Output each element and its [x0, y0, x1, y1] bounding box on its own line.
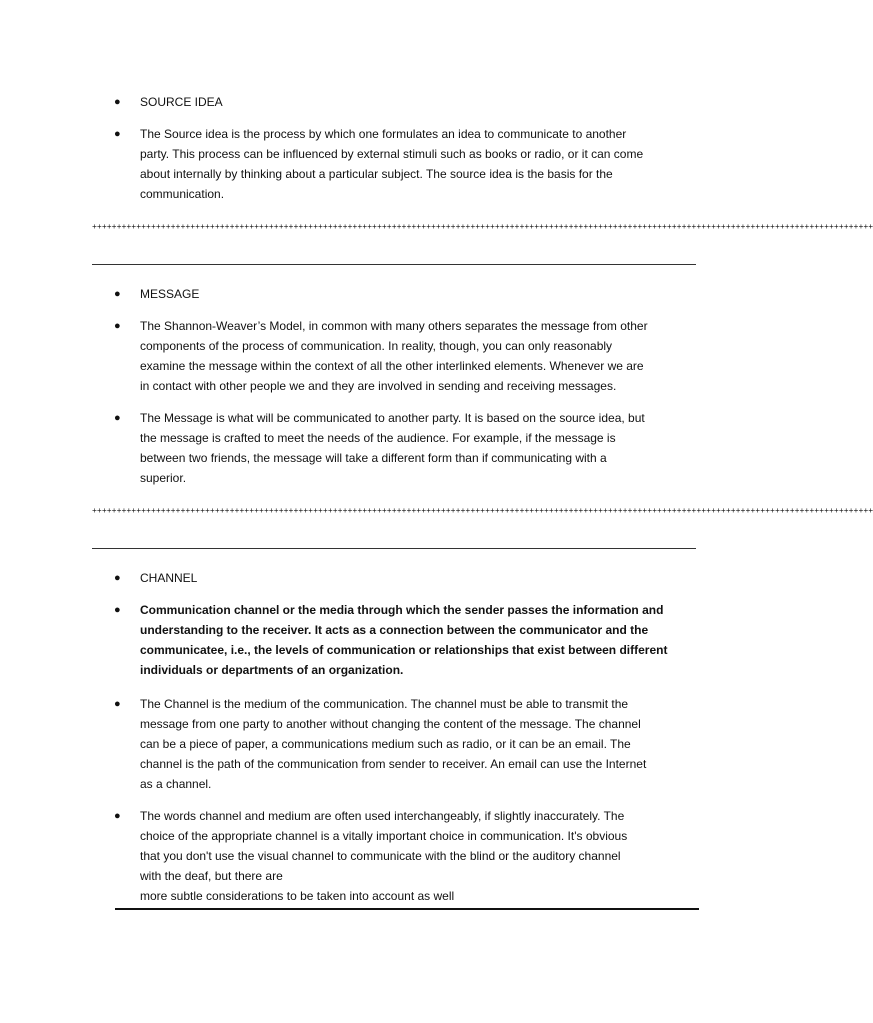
bullet-icon: ●: [114, 96, 121, 108]
text-line: channel is the path of the communication from sender to receiver. An email can use the Internet: [140, 757, 647, 771]
message-heading-item: [114, 284, 704, 304]
bottom-rule: [115, 908, 699, 910]
underscore-separator: [92, 548, 696, 549]
text-line: communicatee, i.e., the levels of communication or relationships that exist between different: [140, 643, 668, 657]
bullet-icon: ●: [114, 128, 121, 140]
text-line: The Shannon-Weaver’s Model, in common with many others separates the message from other: [140, 319, 648, 333]
text-line: components of the process of communication. In reality, though, you can only reasonably: [140, 339, 613, 353]
text-line: The words channel and medium are often used interchangeably, if slightly inaccurately. The: [140, 809, 625, 823]
text-line: that you don't use the visual channel to communicate with the blind or the auditory channel: [140, 849, 621, 863]
message-paragraph-2: [114, 408, 704, 488]
text-line: as a channel.: [140, 777, 212, 791]
plus-separator: +++++++++++++++++++++++++++++++++++++++++++++++++++++++++++++++++++++++++++++++++++++++++++++++++++++++++++++++++++++++++++++++++++++++++++++++++++++++++++++++: [92, 507, 873, 516]
text-line: about internally by thinking about a particular subject. The source idea is the basis for the: [140, 167, 613, 181]
text-line: understanding to the receiver. It acts as a connection between the communicator and the: [140, 623, 649, 637]
channel-heading: CHANNEL: [140, 571, 198, 585]
message-heading: MESSAGE: [140, 287, 200, 301]
text-line: individuals or departments of an organization.: [140, 663, 404, 677]
text-line: between two friends, the message will take a different form than if communicating with a: [140, 451, 607, 465]
text-line: The Channel is the medium of the communication. The channel must be able to transmit the: [140, 697, 629, 711]
text-line: party. This process can be influenced by external stimuli such as books or radio, or it can come: [140, 147, 644, 161]
text-line: with the deaf, but there are: [140, 869, 283, 883]
source-heading-item: [114, 92, 704, 112]
message-paragraph-1: [114, 316, 704, 396]
text-line: communication.: [140, 187, 225, 201]
bullet-icon: ●: [114, 698, 121, 710]
text-line: The Source idea is the process by which one formulates an idea to communicate to another: [140, 127, 627, 141]
source-paragraph-1: [114, 124, 704, 204]
bullet-icon: ●: [114, 572, 121, 584]
bullet-icon: ●: [114, 412, 121, 424]
channel-paragraph-2: [114, 694, 704, 794]
text-line: superior.: [140, 471, 187, 485]
channel-paragraph-3: [114, 806, 704, 906]
text-line: examine the message within the context of all the other interlinked elements. Whenever we are: [140, 359, 644, 373]
text-line: in contact with other people we and they are involved in sending and receiving messages.: [140, 379, 617, 393]
text-line: the message is crafted to meet the needs of the audience. For example, if the message is: [140, 431, 616, 445]
bullet-icon: ●: [114, 810, 121, 822]
channel-paragraph-1: [114, 600, 704, 680]
plus-separator: +++++++++++++++++++++++++++++++++++++++++++++++++++++++++++++++++++++++++++++++++++++++++++++++++++++++++++++++++++++++++++++++++++++++++++++++++++++++++++++++: [92, 223, 873, 232]
text-line: can be a piece of paper, a communications medium such as radio, or it can be an email. The: [140, 737, 631, 751]
channel-heading-item: [114, 568, 704, 588]
text-line: more subtle considerations to be taken into account as well: [140, 889, 455, 903]
bullet-icon: ●: [114, 320, 121, 332]
text-line: message from one party to another without changing the content of the message. The channel: [140, 717, 641, 731]
bullet-icon: ●: [114, 604, 121, 616]
source-heading: SOURCE IDEA: [140, 95, 223, 109]
underscore-separator: [92, 264, 696, 265]
text-line: Communication channel or the media through which the sender passes the information and: [140, 603, 664, 617]
text-line: The Message is what will be communicated to another party. It is based on the source idea, but: [140, 411, 645, 425]
bullet-icon: ●: [114, 288, 121, 300]
text-line: choice of the appropriate channel is a vitally important choice in communication. It's obvious: [140, 829, 628, 843]
